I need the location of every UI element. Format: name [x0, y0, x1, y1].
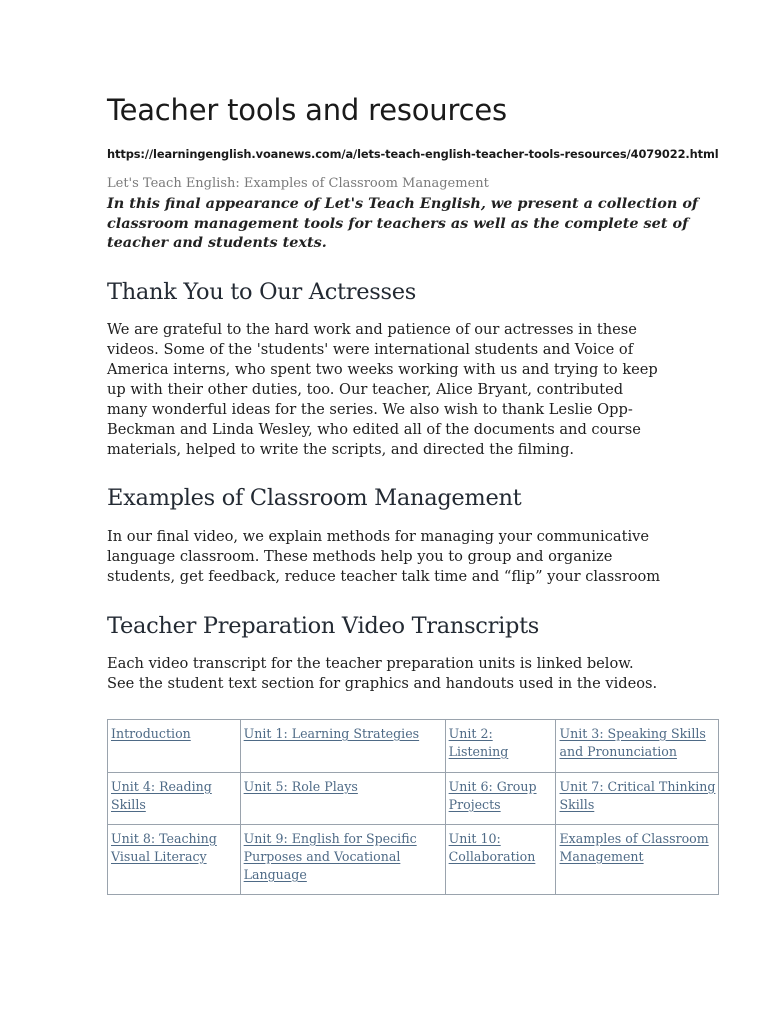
table-cell [556, 825, 719, 895]
body-line: See the student text section for graphics and handouts used in the videos. [107, 675, 658, 692]
intro-line: teacher and students texts. [107, 234, 327, 251]
body-line: Each video transcript for the teacher preparation units is linked below. [107, 655, 634, 672]
table-cell [108, 825, 241, 895]
table-row [108, 720, 719, 773]
source-url: https://learningenglish.voanews.com/a/lets-teach-english-teacher-tools-resources/4079022.html [107, 147, 719, 161]
unit-link[interactable]: Unit 6: Group Projects [448, 779, 537, 812]
body-line: Beckman and Linda Wesley, who edited all of the documents and course [107, 421, 641, 438]
section-body-transcripts [107, 654, 692, 694]
unit-link[interactable]: Unit 8: Teaching Visual Literacy [111, 831, 217, 864]
article-subtitle: Let's Teach English: Examples of Classroom Management [107, 176, 489, 191]
body-line: language classroom. These methods help you to group and organize [107, 548, 613, 565]
unit-link[interactable]: Unit 9: English for Specific Purposes and Vocational Language [243, 831, 417, 882]
table-row [108, 773, 719, 825]
section-body-examples [107, 527, 692, 587]
body-line: We are grateful to the hard work and patience of our actresses in these [107, 321, 637, 338]
intro-line: classroom management tools for teachers as well as the complete set of [107, 214, 689, 232]
body-line: up with their other duties, too. Our teacher, Alice Bryant, contributed [107, 381, 624, 398]
table-cell [445, 773, 556, 825]
unit-link[interactable]: Unit 1: Learning Strategies [243, 726, 420, 741]
section-heading-examples: Examples of Classroom Management [107, 485, 522, 511]
body-line: In our final video, we explain methods for managing your communicative [107, 528, 650, 545]
table-cell [240, 825, 445, 895]
body-line: videos. Some of the 'students' were international students and Voice of [107, 341, 634, 358]
table-cell [240, 720, 445, 773]
body-line: students, get feedback, reduce teacher talk time and “flip” your classroom [107, 568, 661, 585]
unit-link[interactable]: Examples of Classroom Management [559, 831, 709, 864]
unit-link[interactable]: Unit 7: Critical Thinking Skills [559, 779, 716, 812]
units-table [107, 719, 719, 895]
table-row [108, 825, 719, 895]
unit-link[interactable]: Unit 3: Speaking Skills and Pronunciation [559, 726, 706, 759]
table-cell [108, 720, 241, 773]
table-cell [556, 720, 719, 773]
document-title: Teacher tools and resources [107, 93, 507, 127]
body-line: materials, helped to write the scripts, and directed the filming. [107, 441, 575, 458]
unit-link[interactable]: Unit 4: Reading Skills [111, 779, 212, 812]
unit-link[interactable]: Unit 10: Collaboration [448, 831, 536, 864]
table-cell [240, 773, 445, 825]
section-heading-actresses: Thank You to Our Actresses [107, 279, 416, 305]
unit-link[interactable]: Unit 2: Listening [448, 726, 509, 759]
body-line: many wonderful ideas for the series. We also wish to thank Leslie Opp- [107, 401, 633, 418]
table-cell [445, 720, 556, 773]
table-cell [108, 773, 241, 825]
intro-line: In this final appearance of Let's Teach English, we present a collection of [107, 195, 699, 212]
section-heading-transcripts: Teacher Preparation Video Transcripts [107, 613, 540, 639]
table-cell [445, 825, 556, 895]
section-body-actresses [107, 320, 692, 460]
table-cell [556, 773, 719, 825]
intro-paragraph [107, 194, 707, 253]
body-line: America interns, who spent two weeks working with us and trying to keep [107, 361, 658, 378]
unit-link[interactable]: Unit 5: Role Plays [243, 779, 358, 794]
unit-link[interactable]: Introduction [111, 726, 191, 741]
